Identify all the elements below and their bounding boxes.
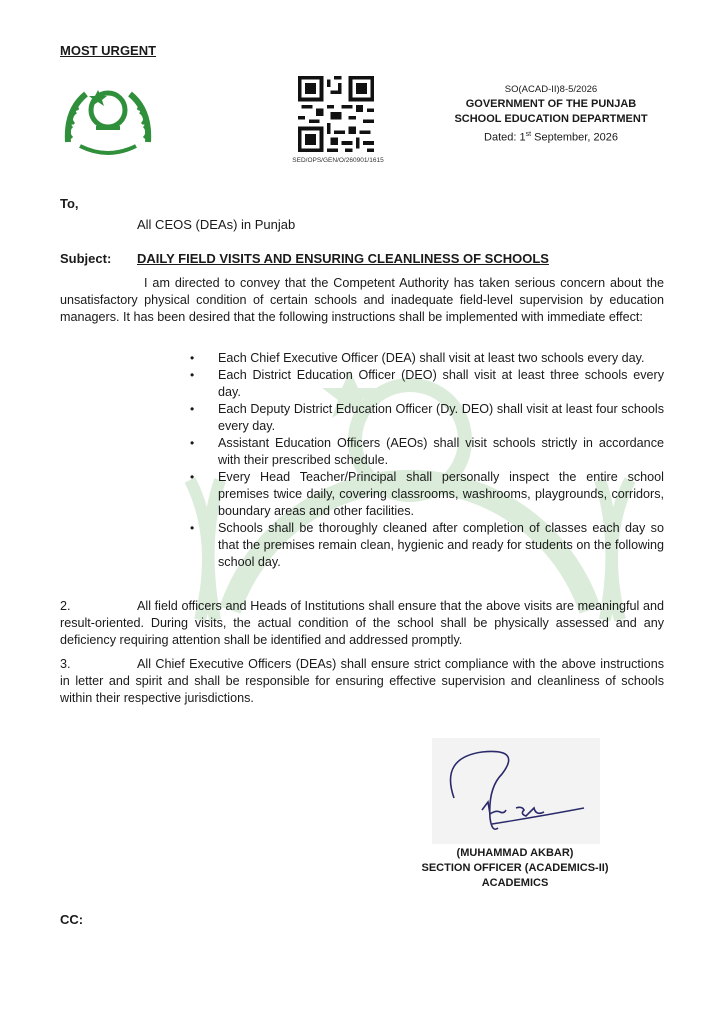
government-name: GOVERNMENT OF THE PUNJAB <box>465 98 637 110</box>
to-label: To, <box>60 196 79 211</box>
qr-reference-number: SED/OPS/GEN/O/260901/1615 <box>292 157 384 164</box>
recipient: All CEOS (DEAs) in Punjab <box>137 217 296 232</box>
paragraph-2: 2. All field officers and Heads of Institutions shall ensure that the above visits are meaningful and result-oriented. During visits, the actual condition of the school shall be physically assessed and any deficiency requiring attention shall be identified and addressed promptly. <box>60 599 664 647</box>
letter-date: Dated: 1st September, 2026 <box>484 131 618 144</box>
list-item: • Assistant Education Officers (AEOs) shall visit schools strictly in accordance with their prescribed schedule. <box>190 436 664 467</box>
list-item: • Each Chief Executive Officer (DEA) shall visit at least two schools every day. <box>190 351 645 365</box>
intro-paragraph: I am directed to convey that the Competent Authority has taken serious concern about the unsatisfactory physical condition of certain schools and inadequate field-level supervision by education managers. It has been desired that the following instructions shall be implemented with immediate effect: <box>60 276 664 324</box>
list-item: • Each District Education Officer (DEO) shall visit at least three schools every day. <box>190 368 664 399</box>
paragraph-3: 3. All Chief Executive Officers (DEAs) shall ensure strict compliance with the above instructions in letter and spirit and shall be responsible for ensuring effective supervision and cleanliness of schools within their respective jurisdictions. <box>60 657 664 705</box>
list-item: • Each Deputy District Education Officer (Dy. DEO) shall visit at least four schools every day. <box>190 402 664 433</box>
reference-number: SO(ACAD-II)8-5/2026 <box>504 84 598 95</box>
handwritten-signature-icon <box>432 738 600 844</box>
punjab-government-seal-icon <box>62 80 154 158</box>
signatory-wing: ACADEMICS <box>481 877 549 889</box>
department-name: SCHOOL EDUCATION DEPARTMENT <box>454 113 648 125</box>
qr-code <box>296 76 376 152</box>
signature-box <box>432 738 600 844</box>
list-item: • Schools shall be thoroughly cleaned after completion of classes each day so that the premises remain clean, hygienic and ready for students on the following school day. <box>190 521 664 569</box>
instruction-list <box>190 350 664 571</box>
signatory-block <box>395 846 635 891</box>
signatory-name: (MUHAMMAD AKBAR) <box>456 847 574 859</box>
signatory-designation: SECTION OFFICER (ACADEMICS-II) <box>421 862 609 874</box>
qr-code-icon <box>298 76 374 152</box>
list-item: • Every Head Teacher/Principal shall personally inspect the entire school premises twice daily, covering classrooms, washrooms, playgrounds, corridors, boundary areas and other facilities. <box>190 470 664 518</box>
cc-label: CC: <box>60 912 84 927</box>
subject-text: DAILY FIELD VISITS AND ENSURING CLEANLINESS OF SCHOOLS <box>137 251 549 266</box>
letter-header <box>420 82 682 146</box>
priority-label: MOST URGENT <box>60 43 157 58</box>
subject-label: Subject: <box>60 251 112 266</box>
